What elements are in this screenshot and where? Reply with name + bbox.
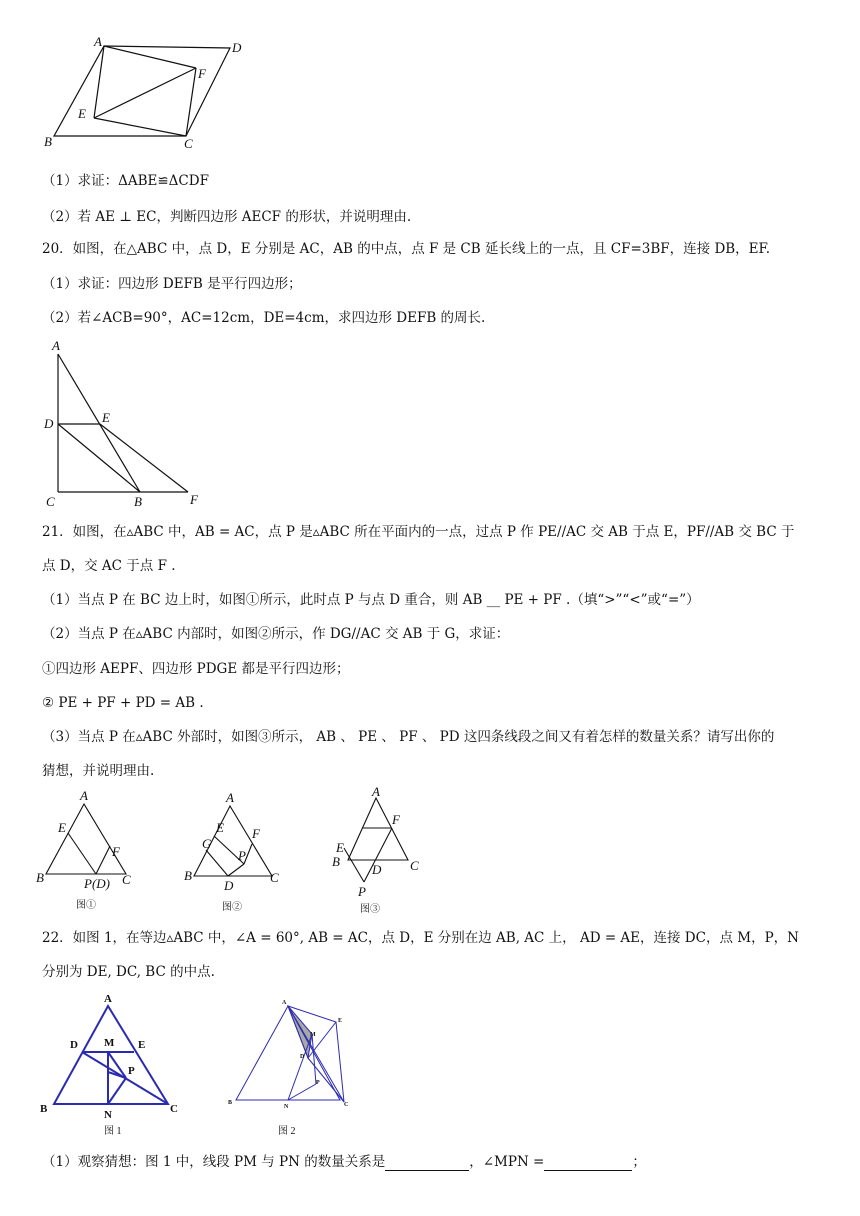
q19-label-a: A bbox=[94, 34, 102, 49]
q19-label-d: D bbox=[232, 40, 242, 55]
q22f2-label-d: D bbox=[300, 1054, 305, 1060]
q21f2-label-c: C bbox=[270, 870, 279, 885]
q22f2-label-c: C bbox=[344, 1102, 349, 1108]
q21f2-label-p: P bbox=[238, 848, 246, 863]
q22f2-label-p: P bbox=[316, 1080, 320, 1086]
q20-label-a: A bbox=[52, 338, 60, 353]
q21f1-label-c: C bbox=[122, 872, 131, 887]
q20-label-c: C bbox=[46, 494, 55, 509]
q21f2-label-a: A bbox=[226, 790, 234, 805]
q21f2-label-d: D bbox=[224, 878, 234, 893]
q22f2-label-b: B bbox=[228, 1100, 233, 1106]
q21f2-label-f: F bbox=[252, 826, 260, 841]
q21f3-label-d: D bbox=[372, 862, 382, 877]
q21-part3-line1: （3）当点 P 在▵ABC 外部时，如图③所示， AB 、 PE 、 PF 、 PD 这四条线段之间又有着怎样的数量关系？请写出你的 bbox=[42, 729, 775, 745]
q21f2-caption: 图② bbox=[222, 902, 242, 913]
q20-label-e: E bbox=[102, 410, 110, 425]
q21-part3-line2: 猜想，并说明理由. bbox=[42, 763, 155, 779]
q19-parallelogram-figure bbox=[40, 34, 260, 154]
q22-answer-blank-2[interactable] bbox=[544, 1156, 632, 1171]
q20-label-f: F bbox=[190, 492, 198, 507]
q19-part2: （2）若 AE ⊥ EC，判断四边形 AECF 的形状，并说明理由. bbox=[42, 209, 412, 225]
q22f2-label-m: M bbox=[310, 1032, 316, 1038]
q22f2-label-a: A bbox=[282, 1000, 287, 1006]
q22f1-label-m: M bbox=[104, 1037, 115, 1049]
q22f2-label-n: N bbox=[284, 1104, 289, 1110]
q21f1-label-a: A bbox=[80, 788, 88, 803]
q21-figure-2 bbox=[180, 788, 290, 918]
q21f3-label-b: B bbox=[332, 854, 340, 869]
q21-figure-3 bbox=[330, 786, 430, 918]
q22f1-caption: 图 1 bbox=[104, 1126, 122, 1137]
q19-label-f: F bbox=[198, 66, 206, 81]
q22-part1-text-b: ，∠MPN = bbox=[469, 1154, 545, 1170]
q21-part2: （2）当点 P 在▵ABC 内部时，如图②所示，作 DG//AC 交 AB 于 G，求证： bbox=[42, 626, 510, 642]
q21f3-label-f: F bbox=[392, 812, 400, 827]
q22-part1-text-c: ； bbox=[632, 1154, 646, 1170]
q21-stem-line2: 点 D，交 AC 于点 F . bbox=[42, 558, 176, 574]
q20-triangle-figure bbox=[38, 336, 218, 512]
q22-stem-line2: 分别为 DE, DC, BC 的中点. bbox=[42, 964, 215, 980]
q22f1-label-n: N bbox=[104, 1109, 112, 1121]
q22-figure-1 bbox=[34, 988, 194, 1138]
q19-label-c: C bbox=[184, 136, 193, 151]
q22-answer-blank-1[interactable] bbox=[385, 1156, 469, 1171]
q22f1-label-d: D bbox=[70, 1039, 78, 1051]
q22-stem-line1: 22．如图 1，在等边▵ABC 中，∠A = 60°, AB = AC，点 D，E 分别在边 AB, AC 上， AD = AE，连接 DC，点 M，P，N bbox=[42, 930, 799, 946]
q22-figure-2 bbox=[224, 992, 374, 1142]
q22f1-label-e: E bbox=[138, 1039, 146, 1051]
q21f2-label-e: E bbox=[216, 820, 224, 835]
q21f1-label-b: B bbox=[36, 870, 44, 885]
q22f1-label-b: B bbox=[40, 1103, 48, 1115]
q21f3-label-c: C bbox=[410, 858, 419, 873]
q21f3-label-e: E bbox=[336, 840, 344, 855]
q21-part1: （1）当点 P 在 BC 边上时，如图①所示，此时点 P 与点 D 重合，则 AB __ PE + PF .（填“>”“<”或“=”） bbox=[42, 592, 700, 608]
q21f1-label-f: F bbox=[112, 844, 120, 859]
q19-label-e: E bbox=[78, 106, 86, 121]
q21-figure-1 bbox=[34, 786, 144, 916]
q21f1-label-pd: P(D) bbox=[84, 876, 110, 891]
q20-part1: （1）求证：四边形 DEFB 是平行四边形； bbox=[42, 276, 302, 292]
q22f1-label-a: A bbox=[104, 993, 112, 1005]
q20-label-b: B bbox=[134, 494, 142, 509]
q21f1-caption: 图① bbox=[76, 900, 96, 911]
q21f2-label-b: B bbox=[184, 868, 192, 883]
q19-part1: （1）求证：ΔABE≌ΔCDF bbox=[42, 173, 209, 189]
q22-part1 bbox=[42, 1153, 646, 1171]
q20-label-d: D bbox=[44, 416, 54, 431]
q22-part1-text-a: （1）观察猜想：图 1 中，线段 PM 与 PN 的数量关系是 bbox=[42, 1154, 386, 1170]
q21f2-label-g: G bbox=[202, 836, 212, 851]
q19-label-b: B bbox=[44, 134, 52, 149]
q20-part2: （2）若∠ACB=90°，AC=12cm，DE=4cm，求四边形 DEFB 的周长. bbox=[42, 310, 486, 326]
q21f3-label-p: P bbox=[358, 884, 366, 899]
q20-stem: 20．如图，在△ABC 中，点 D，E 分别是 AC，AB 的中点，点 F 是 CB 延长线上的一点，且 CF=3BF，连接 DB，EF. bbox=[42, 241, 771, 257]
q21-part2-i: ①四边形 AEPF、四边形 PDGE 都是平行四边形； bbox=[42, 661, 350, 677]
q22f1-label-c: C bbox=[170, 1103, 178, 1115]
q21f1-label-e: E bbox=[58, 820, 66, 835]
q22f2-caption: 图 2 bbox=[278, 1126, 296, 1137]
q21f3-caption: 图③ bbox=[360, 904, 380, 915]
q21-part2-ii: ② PE + PF + PD = AB . bbox=[42, 695, 204, 711]
q21f3-label-a: A bbox=[372, 786, 380, 799]
q21-stem-line1: 21．如图，在▵ABC 中，AB = AC，点 P 是▵ABC 所在平面内的一点，过点 P 作 PE//AC 交 AB 于点 E，PF//AB 交 BC 于 bbox=[42, 524, 795, 540]
q22f1-label-p: P bbox=[128, 1065, 135, 1077]
q22f2-label-e: E bbox=[338, 1018, 343, 1024]
